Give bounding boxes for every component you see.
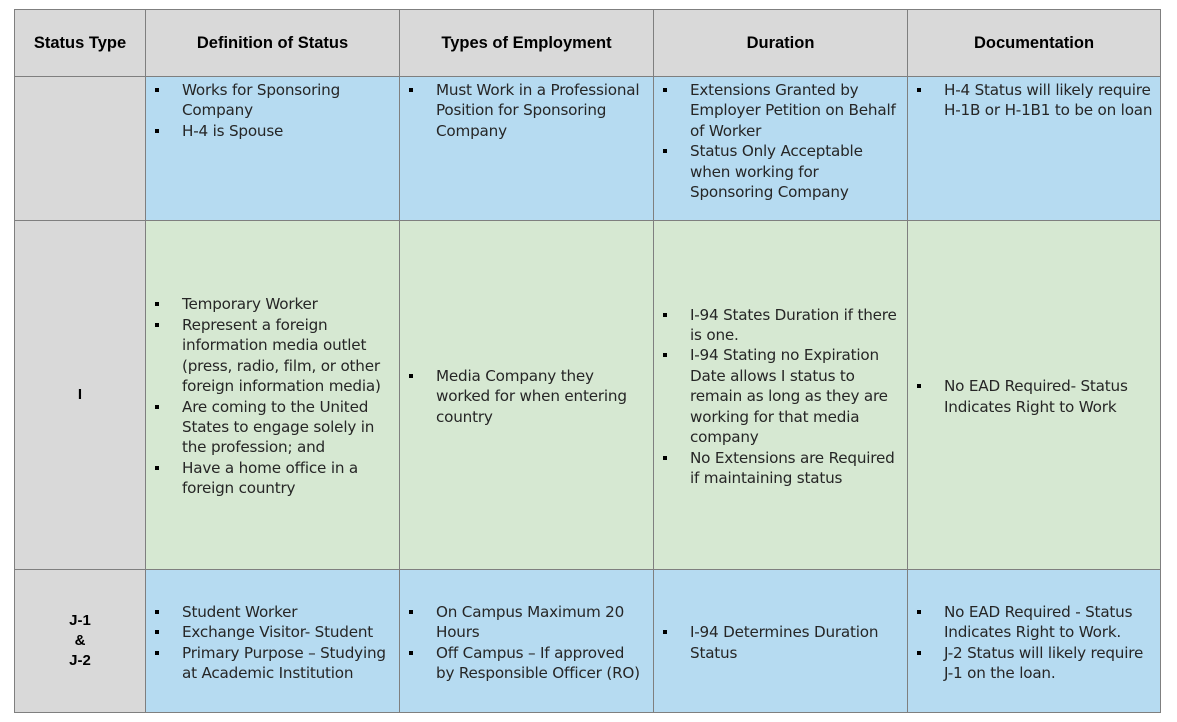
documentation-cell <box>908 570 1161 713</box>
employment-list <box>436 602 647 684</box>
status-table <box>14 9 1161 713</box>
list-item: Student Worker <box>182 602 393 622</box>
list-item: Works for Sponsoring Company <box>182 80 393 121</box>
list-item: No EAD Required- Status Indicates Right to Work <box>944 376 1154 417</box>
documentation-cell <box>908 221 1161 570</box>
list-item: Exchange Visitor- Student <box>182 622 393 642</box>
list-item: Are coming to the United States to engage solely in the profession; and <box>182 397 393 458</box>
list-item: I-94 States Duration if there is one. <box>690 305 901 346</box>
list-item: Status Only Acceptable when working for Sponsoring Company <box>690 141 901 202</box>
documentation-list <box>944 80 1154 121</box>
duration-cell <box>654 77 908 221</box>
definition-list <box>182 80 393 141</box>
documentation-list <box>944 602 1154 684</box>
table-row <box>15 221 1161 570</box>
list-item: No EAD Required - Status Indicates Right to Work. <box>944 602 1154 643</box>
status-type-cell <box>15 570 146 713</box>
definition-list <box>182 602 393 684</box>
list-item: J-2 Status will likely require J-1 on the loan. <box>944 643 1154 684</box>
documentation-list <box>944 376 1154 417</box>
list-item: Must Work in a Professional Position for Sponsoring Company <box>436 80 647 141</box>
definition-cell <box>146 77 400 221</box>
employment-list <box>436 366 647 427</box>
status-type-label: J-1 & J-2 <box>69 612 91 669</box>
employment-list <box>436 80 647 141</box>
status-type-cell <box>15 221 146 570</box>
employment-cell <box>400 221 654 570</box>
header-row <box>15 10 1161 77</box>
list-item: On Campus Maximum 20 Hours <box>436 602 647 643</box>
list-item: Primary Purpose – Studying at Academic Institution <box>182 643 393 684</box>
header-employment: Types of Employment <box>400 10 654 77</box>
duration-list <box>690 305 901 489</box>
definition-list <box>182 294 393 498</box>
list-item: Have a home office in a foreign country <box>182 458 393 499</box>
employment-cell <box>400 570 654 713</box>
list-item: Off Campus – If approved by Responsible Officer (RO) <box>436 643 647 684</box>
status-type-cell <box>15 77 146 221</box>
list-item: H-4 Status will likely require H-1B or H-1B1 to be on loan <box>944 80 1154 121</box>
table-row <box>15 77 1161 221</box>
list-item: Media Company they worked for when entering country <box>436 366 647 427</box>
status-type-label: I <box>77 386 83 403</box>
duration-list <box>690 622 901 663</box>
list-item: Represent a foreign information media outlet (press, radio, film, or other foreign information media) <box>182 315 393 397</box>
definition-cell <box>146 221 400 570</box>
duration-list <box>690 80 901 202</box>
documentation-cell <box>908 77 1161 221</box>
list-item: Temporary Worker <box>182 294 393 314</box>
list-item: I-94 Stating no Expiration Date allows I status to remain as long as they are working for that media company <box>690 345 901 447</box>
definition-cell <box>146 570 400 713</box>
list-item: No Extensions are Required if maintaining status <box>690 448 901 489</box>
duration-cell <box>654 221 908 570</box>
header-status-type: Status Type <box>15 10 146 77</box>
list-item: Extensions Granted by Employer Petition on Behalf of Worker <box>690 80 901 141</box>
header-duration: Duration <box>654 10 908 77</box>
list-item: I-94 Determines Duration Status <box>690 622 901 663</box>
table-row <box>15 570 1161 713</box>
list-item: H-4 is Spouse <box>182 121 393 141</box>
duration-cell <box>654 570 908 713</box>
header-definition: Definition of Status <box>146 10 400 77</box>
employment-cell <box>400 77 654 221</box>
header-documentation: Documentation <box>908 10 1161 77</box>
